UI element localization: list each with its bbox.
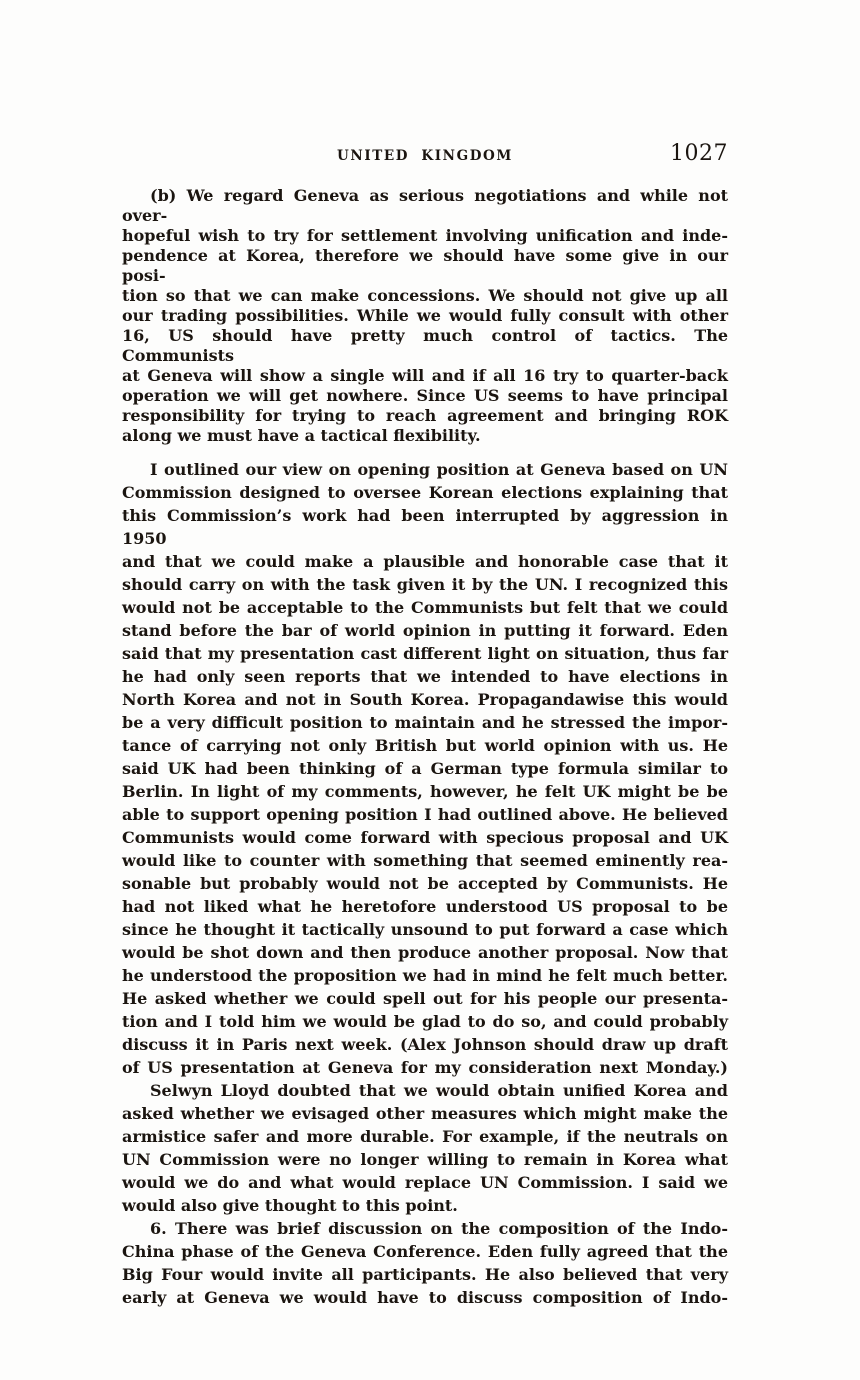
text-line: armistice safer and more durable. For example, if the neutrals on bbox=[122, 1127, 728, 1146]
text-line: tion so that we can make concessions. We should not give up all bbox=[122, 286, 728, 305]
page-header bbox=[122, 141, 728, 169]
text-line: our trading possibilities. While we would fully consult with other bbox=[122, 306, 728, 325]
text-line: responsibility for trying to reach agreement and bringing ROK bbox=[122, 406, 728, 425]
paragraph-telegram-point-b bbox=[122, 186, 728, 446]
text-line: Communists would come forward with specious proposal and UK bbox=[122, 828, 728, 847]
running-title: UNITED KINGDOM bbox=[337, 148, 513, 164]
text-line: be a very difficult position to maintain and he stressed the impor- bbox=[122, 713, 728, 732]
text-line: early at Geneva we would have to discuss composition of Indo- bbox=[122, 1288, 728, 1307]
text-line: tance of carrying not only British but world opinion with us. He bbox=[122, 736, 728, 755]
text-line: should carry on with the task given it by the UN. I recognized this bbox=[122, 575, 728, 594]
text-line: tion and I told him we would be glad to do so, and could probably bbox=[122, 1012, 728, 1031]
text-line: sonable but probably would not be accepted by Communists. He bbox=[122, 874, 728, 893]
text-line: along we must have a tactical flexibility. bbox=[122, 426, 481, 445]
text-line: I outlined our view on opening position at Geneva based on UN bbox=[150, 460, 728, 479]
text-line: would be shot down and then produce another proposal. Now that bbox=[122, 943, 728, 962]
text-line: since he thought it tactically unsound to put forward a case which bbox=[122, 920, 728, 939]
text-line: would also give thought to this point. bbox=[122, 1196, 458, 1215]
text-line: China phase of the Geneva Conference. Eden fully agreed that the bbox=[122, 1242, 728, 1261]
text-line: Big Four would invite all participants. He also believed that very bbox=[122, 1265, 728, 1284]
text-line: at Geneva will show a single will and if all 16 try to quarter-back bbox=[122, 366, 728, 385]
text-line: discuss it in Paris next week. (Alex Johnson should draw up draft bbox=[122, 1035, 728, 1054]
text-line: he understood the proposition we had in mind he felt much better. bbox=[122, 966, 728, 985]
text-line: UN Commission were no longer willing to remain in Korea what bbox=[122, 1150, 728, 1169]
text-line: stand before the bar of world opinion in putting it forward. Eden bbox=[122, 621, 728, 640]
text-line: Berlin. In light of my comments, however, he felt UK might be be bbox=[122, 782, 728, 801]
text-line: of US presentation at Geneva for my consideration next Monday.) bbox=[122, 1058, 728, 1077]
text-line: this Commission’s work had been interrupted by aggression in 1950 bbox=[122, 506, 728, 548]
text-line: would not be acceptable to the Communists but felt that we could bbox=[122, 598, 728, 617]
paragraph-narrative-point-6 bbox=[122, 1217, 728, 1309]
page-body-text bbox=[122, 186, 728, 1309]
text-line: said UK had been thinking of a German type formula similar to bbox=[122, 759, 728, 778]
text-line: Selwyn Lloyd doubted that we would obtain unified Korea and bbox=[150, 1081, 728, 1100]
paragraph-narrative-selwyn-lloyd bbox=[122, 1079, 728, 1217]
text-line: had not liked what he heretofore understood US proposal to be bbox=[122, 897, 728, 916]
text-line: asked whether we evisaged other measures which might make the bbox=[122, 1104, 728, 1123]
text-line: able to support opening position I had outlined above. He believed bbox=[122, 805, 728, 824]
text-line: would we do and what would replace UN Commission. I said we bbox=[122, 1173, 728, 1192]
page-number: 1027 bbox=[670, 141, 728, 166]
text-line: and that we could make a plausible and honorable case that it bbox=[122, 552, 728, 571]
text-line: Commission designed to oversee Korean elections explaining that bbox=[122, 483, 728, 502]
paragraph-narrative-opening-position bbox=[122, 458, 728, 1079]
text-line: He asked whether we could spell out for his people our presenta- bbox=[122, 989, 728, 1008]
text-line: 6. There was brief discussion on the composition of the Indo- bbox=[150, 1219, 728, 1238]
text-line: said that my presentation cast different light on situation, thus far bbox=[122, 644, 728, 663]
text-line: 16, US should have pretty much control of tactics. The Communists bbox=[122, 326, 728, 365]
text-line: (b) We regard Geneva as serious negotiations and while not over- bbox=[122, 186, 728, 225]
text-line: North Korea and not in South Korea. Propagandawise this would bbox=[122, 690, 728, 709]
text-line: pendence at Korea, therefore we should have some give in our posi- bbox=[122, 246, 728, 285]
text-line: operation we will get nowhere. Since US seems to have principal bbox=[122, 386, 728, 405]
text-line: would like to counter with something that seemed eminently rea- bbox=[122, 851, 728, 870]
text-line: hopeful wish to try for settlement involving unification and inde- bbox=[122, 226, 728, 245]
text-line: he had only seen reports that we intended to have elections in bbox=[122, 667, 728, 686]
